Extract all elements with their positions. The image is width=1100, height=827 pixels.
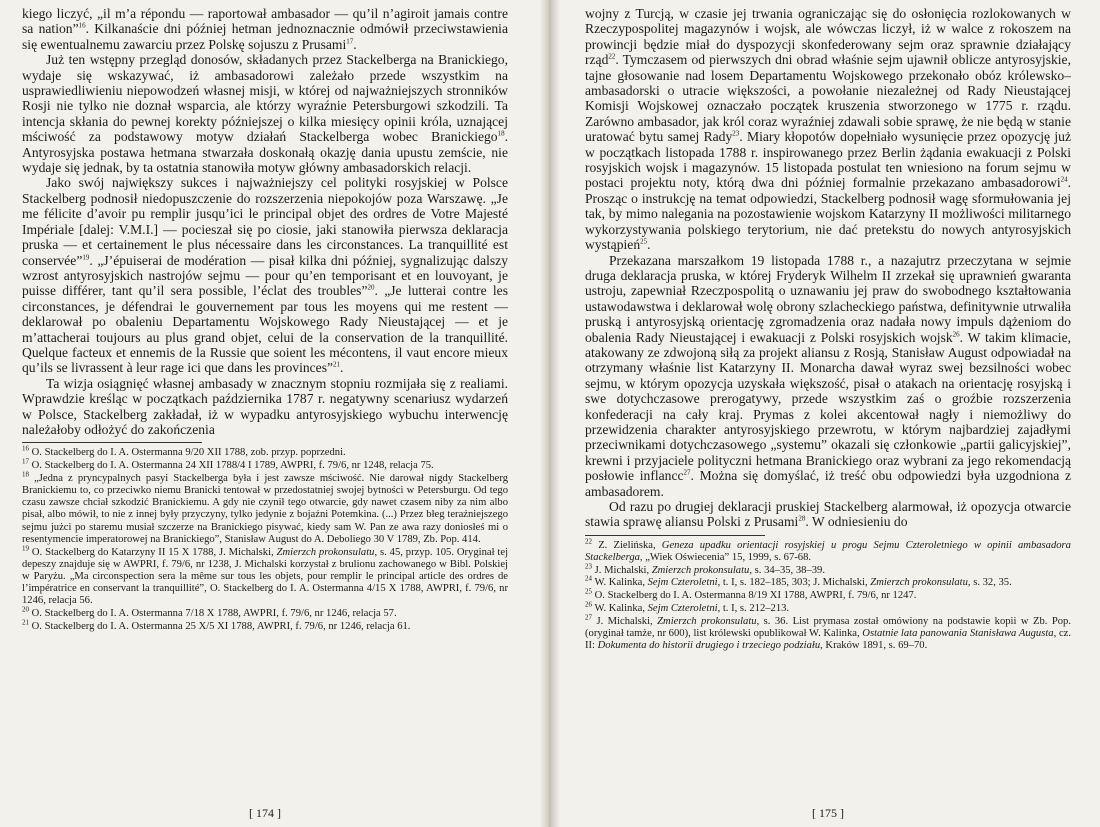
footnote: $^{21}$ O. Stackelberg do I. A. Ostermanna 25 X/5 XI 1788, AWPRI, f. 79/6, nr 1246, relacja 61. bbox=[22, 618, 411, 632]
footnote: $^{27}$ J. Michalski, Zmierzch prokonsulatu, s. 36. List prymasa został omówiony na podstawie kopii w Zb. Pop. (oryginał tamże, nr 600), list królewski opublikował W. Kalinka, Ostatnie lata panowania Stanisława Augusta, cz. II: Dokumenta do historii drugiego i trzeciego podziału, Kraków 1891, s. 69–70. bbox=[585, 613, 1071, 651]
paragraph: Od razu po drugiej deklaracji pruskiej Stackelberg alarmował, iż opozycja otwarcie stawia sprawę aliansu Polski z Prusami$^{28}$. W odniesieniu do bbox=[585, 499, 1071, 530]
paragraph: wojny z Turcją, w czasie jej trwania ograniczając się do osłonięcia rozlokowanych w Rzeczypospolitej magazynów i wojsk, ale wówczas liczył, iż w walce z rokoszem na prowincji będzie miał do dyspozycji skonfederowany sejm oraz sprawnie działający rząd$^{22}$. Tymczasem od pierwszych dni obrad właśnie sejm ujawnił oblicze antyrosyjskie, tajne głosowanie nad losem Departamentu Wojskowego przekonało obóz królewsko–ambasadorski o utracie większości, a powołanie niezależnej od Rady Nieustającej Komisji Wojskowej oznaczało początek kruszenia stworzonego w 1775 r. rządu. Zarówno ambasador, jak król coraz wyraźniej zdawali sobie sprawę, że nie będą w stanie uratować bytu samej Rady$^{23}$. Miary kłopotów dopełniało wysunięcie przez opozycję już w początkach listopada 1788 r. inspirowanego przez Berlin żądania ewakuacji z Polski rosyjskich wojsk i magazynów. 15 listopada postulat ten wniesiono na forum sejmu w postaci projektu noty, którą dwa dni później formalnie przekazano ambasadorowi$^{24}$. Prosząc o instrukcję na temat odpowiedzi, Stackelberg podnosił wagę sformułowania jej tak, by mimo nalegania na pozostawienie wojskom Katarzyny II możliwości militarnego wykorzystywania polskiego terytorium, nie dać pretekstu do nowych antyrosyjskich wystąpień$^{25}$. bbox=[585, 6, 1071, 253]
paragraph: kiego liczyć, „il m’a répondu — raportował ambasador — qu’il n’agiroit jamais contre sa nation”$^{16}$. Kilkanaście dni później hetman jednoznacznie odmówił przeciwstawienia się ewentualnemu zawarciu przez Polskę sojuszu z Prusami$^{17}$. bbox=[22, 6, 508, 52]
right-page bbox=[585, 6, 1071, 821]
footnote-number: 25 bbox=[585, 587, 592, 596]
footnote-ref: 16 bbox=[78, 21, 86, 30]
book-gutter bbox=[540, 0, 560, 827]
footnote-ref: 19 bbox=[82, 252, 90, 261]
footnote-ref: 17 bbox=[346, 37, 354, 46]
footnote-number: 17 bbox=[22, 457, 29, 466]
footnote: $^{25}$ O. Stackelberg do I. A. Ostermanna 8/19 XI 1788, AWPRI, f. 79/6, nr 1247. bbox=[585, 587, 917, 602]
paragraph: Ta wizja osiągnięć własnej ambasady w znacznym stopniu rozmijała się z realiami. Wprawdzie kreśląc w początkach października 1787 r. negatywny scenariusz wydarzeń w Polsce, Stackelberg zakładał, iż w wypadku antyrosyjskiego wybuchu interwencję należałoby odłożyć do zakończenia bbox=[22, 375, 508, 437]
footnote: $^{24}$ W. Kalinka, Sejm Czteroletni, t. I, s. 182–185, 303; J. Michalski, Zmierzch prokonsulatu, s. 32, 35. bbox=[585, 574, 1012, 589]
footnote-number: 19 bbox=[22, 543, 29, 552]
footnote: $^{16}$ O. Stackelberg do I. A. Ostermanna 9/20 XII 1788, zob. przyp. poprzedni. bbox=[22, 444, 346, 459]
footnote-ref: 26 bbox=[952, 330, 960, 338]
footnote-number: 27 bbox=[585, 613, 592, 621]
footnote-ref: 20 bbox=[367, 283, 375, 292]
footnote-rule bbox=[585, 535, 765, 536]
footnote-ref: 22 bbox=[608, 52, 616, 61]
footnote-number: 20 bbox=[22, 605, 29, 614]
footnote-number: 18 bbox=[22, 470, 29, 479]
footnote: $^{26}$ W. Kalinka, Sejm Czteroletni, t. I, s. 212–213. bbox=[585, 600, 790, 614]
footnote-number: 22 bbox=[585, 537, 592, 546]
footnote-ref: 28 bbox=[798, 514, 806, 523]
footnote: $^{17}$ O. Stackelberg do I. A. Ostermanna 24 XII 1788/4 I 1789, AWPRI, f. 79/6, nr 1248, relacja 75. bbox=[22, 457, 434, 472]
right-page-number: [ 175 ] bbox=[812, 806, 844, 820]
footnote-number: 16 bbox=[22, 444, 29, 453]
right-footnotes bbox=[585, 537, 1071, 652]
footnote-number: 23 bbox=[585, 562, 592, 571]
paragraph: Już ten wstępny przegląd donosów, składanych przez Stackelberga na Branickiego, wydaje się wskazywać, iż ambasadorowi zależało przede wszystkim na usprawiedliwieniu niepowodzeń własnej misji, w której od najważniejszych stronników Rosji nie tylko nie doznał wsparcia, ale którzy wyraźnie Petersburgowi szkodzili. Ta intencja skłania do pewnej korekty późniejszej o kilka miesięcy opinii króla, uznającej mściwość za podstawowy motyw działań Stackelberga wobec Branickiego$^{18}$. Antyrosyjska postawa hetmana stwarzała doskonałą okazję dania upustu zemście, nie wydaje się jednak, by ta ostatnia stanowiła motyw główny ambasadorskich relacji. bbox=[22, 52, 508, 176]
footnote-number: 26 bbox=[585, 600, 592, 609]
footnote: $^{19}$ O. Stackelberg do Katarzyny II 15 X 1788, J. Michalski, Zmierzch prokonsulatu, s. 45, przyp. 105. Oryginał tej depeszy znajduje się w AWPRI, f. 79/6, nr 1238, J. Michalski korzystał z brulionu zachowanego w Bibl. Polskiej w Paryżu. „Ma circonspection sera la même sur tous les objets, pour remplir le principal article des ordres de l’impératrice en conservant la tranquillité”, O. Stackelberg do I. A. Ostermanna 4/15 X 1788, AWPRI, f. 79/6, nr 1246, relacja 56. bbox=[22, 543, 508, 607]
left-footnotes bbox=[22, 444, 508, 633]
footnote-ref: 18 bbox=[497, 129, 505, 138]
left-body-text bbox=[22, 6, 508, 437]
footnote-ref: 23 bbox=[732, 129, 740, 138]
footnote-number: 21 bbox=[22, 618, 29, 627]
paragraph: Jako swój największy sukces i najważniejszy cel polityki rosyjskiej w Polsce Stackelberg podnosił niedopuszczenie do rozszerzenia niepokojów poza Warszawę. „Je me félicite d’avoir pu remplir jusqu’ici le principal objet des ordres de Votre Majesté Impériale [dalej: V.M.I.] — pocieszał się po ciosie, jaki stanowiła pierwsza deklaracja pruska — et certainement le plus nécessaire dans les circonstances. La tranquillité est conservée”$^{19}$. „J’épuiserai de modération — pisał kilka dni później, sygnalizując dalszy wzrost antyrosyjskich nastrojów sejmu — pour qu’en temporisant et en louvoyant, je puisse différer, tant qu’il sera possible, l’éclat des troubles”$^{20}$. „Je lutterai contre les circonstances, je défendrai le gouvernement par tous les moyens qui me restent — deklarował po obaleniu Departamentu Wojskowego Rady Nieustającej — et je m’attacherai toujours au plus grand objet, celui de la conservation de la tranquillité. Quelque facteux et ennemis de la Russie que soient les mécontens, il vaut encore mieux qu’ils se livrassent à leur rage ici que dans les provinces”$^{21}$. bbox=[22, 175, 508, 376]
footnote: $^{23}$ J. Michalski, Zmierzch prokonsulatu, s. 34–35, 38–39. bbox=[585, 562, 825, 576]
left-page bbox=[22, 6, 508, 821]
footnote: $^{18}$ „Jedna z pryncypalnych pasyi Stackelberga była i jest zawsze mściwość. Nie darował nigdy Stackelberg Branickiemu to, co przeciwko niemu Branicki tentował w przedostatniej swojej bytności w Petersburgu. Od tego czasu zawsze chciał szkodzić Branickiemu. A gdy nie czynił tego otwarcie, gdy nawet czasem niby za nim albo pisał, albo mówił, to nie z innej były przyczyny, tylko jedynie z bojaźni Potemkina. (...) Przez błeg teraźniejszego sejmu jużci po staremu musiał szczerze na Branickiego pisywać, kiedy sam W. Pan ze awa razy doniosłeś mi o resentymencie imperatorowej na Branickiego”, Stanisław August do A. Deboliego 30 V 1789, Zb. Pop. 414. bbox=[22, 470, 508, 545]
footnote: $^{22}$ Z. Zielińska, Geneza upadku orientacji rosyjskiej u progu Sejmu Czteroletniego w opinii ambasadora Stackelberga, „Wiek Oświecenia” 15, 1999, s. 67-68. bbox=[585, 537, 1071, 564]
footnote-ref: 27 bbox=[683, 468, 691, 477]
right-body-text bbox=[585, 6, 1071, 530]
footnote-ref: 21 bbox=[333, 360, 341, 369]
footnote-ref: 24 bbox=[1060, 175, 1068, 184]
footnote-number: 24 bbox=[585, 574, 592, 583]
footnote-rule bbox=[22, 442, 202, 443]
paragraph: Przekazana marszałkom 19 listopada 1788 r., a nazajutrz przeczytana w sejmie druga deklaracja pruska, w której Fryderyk Wilhelm II zrzekał się uprawnień gwaranta ustroju, zapewniał Rzeczpospolitą o uznawaniu jej praw do swobodnego kształtowania ustawodawstwa i deklarował wolę obrony szlacheckiego państwa, definitywnie utrwaliła pruską i antyrosyjską orientację zgromadzenia oraz nadała nowy impuls dążeniom do obalenia Rady Nieustającej i ewakuacji z Polski rosyjskich wojsk$^{26}$. W takim klimacie, atakowany ze zdwojoną siłą za projekt aliansu z Rosją, Stanisław August odpowiadał na otrzymany właśnie list Katarzyny II. Monarcha dawał wyraz swej bezsilności wobec sejmu, w którym opozycja uzyskała większość, pisał o atakach na orientację rosyjską i swe dotychczasowe prerogatywy, przede wszystkim zaś o groźbie rozszerzenia konfederacji na cały kraj. Prymas z kolei akcentował nagły i niemożliwy do przewidzenia charakter antyrosyjskiego przewrotu, w którym najbardziej zajadłymi przeciwnikami dotychczasowego „systemu” okazali się członkowie „partii galicyjskiej”, krewni i przyjaciele polityczni hetmana Branickiego oraz wybrani za jego rekomendacją posłowie inflancc$^{27}$. Można się domyślać, iż treść obu odpowiedzi była uzgodniona z ambasadorem. bbox=[585, 252, 1071, 499]
footnote-ref: 25 bbox=[640, 237, 648, 246]
left-page-number: [ 174 ] bbox=[249, 806, 281, 820]
footnote: $^{20}$ O. Stackelberg do I. A. Ostermanna 7/18 X 1788, AWPRI, f. 79/6, nr 1246, relacja 57. bbox=[22, 605, 397, 620]
